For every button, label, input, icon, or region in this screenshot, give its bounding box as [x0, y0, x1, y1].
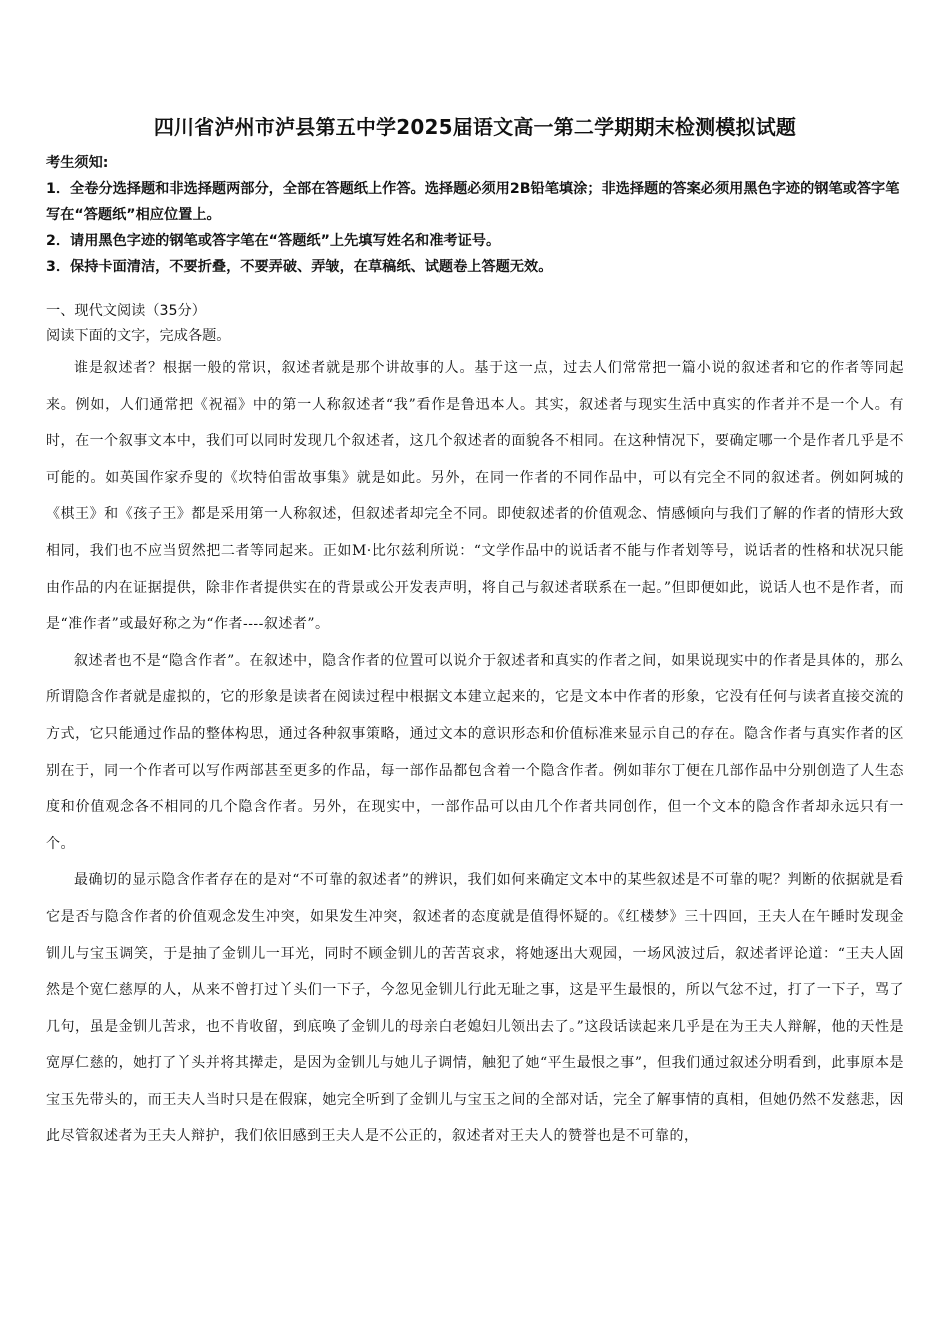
notice-item-1: 1．全卷分选择题和非选择题两部分，全部在答题纸上作答。选择题必须用2B铅笔填涂；非选择题的答案必须用黑色字迹的钢笔或答字笔写在“答题纸”相应位置上。 — [46, 181, 900, 223]
section-title: 一、现代文阅读（35分） — [46, 303, 206, 319]
notice-item-2: 2．请用黑色字迹的钢笔或答字笔在“答题纸”上先填写姓名和准考证号。 — [46, 233, 501, 249]
passage-paragraph-2: 叙述者也不是“隐含作者”。在叙述中，隐含作者的位置可以说介于叙述者和真实的作者之间，如果说现实中的作者是具体的，那么所谓隐含作者就是虚拟的，它的形象是读者在阅读过程中根据文本建立起来的，它是文本中作者的形象，它没有任何与读者直接交流的方式，它只能通过作品的整体构思，通过各种叙事策略，通过文本的意识形态和价值标准来显示自己的存在。隐含作者与真实作者的区别在于，同一个作者可以写作两部甚至更多的作品，每一部作品都包含着一个隐含作者。例如菲尔丁便在几部作品中分别创造了人生态度和价值观念各不相同的几个隐含作者。另外，在现实中，一部作品可以由几个作者共同创作，但一个文本的隐含作者却永远只有一个。 — [46, 652, 904, 852]
reading-instruction: 阅读下面的文字，完成各题。 — [46, 328, 231, 344]
notice-item-3: 3．保持卡面清洁，不要折叠，不要弄破、弄皱，在草稿纸、试题卷上答题无效。 — [46, 259, 553, 275]
reading-passage — [46, 350, 904, 1155]
candidate-notice — [46, 150, 902, 280]
passage-paragraph-3: 最确切的显示隐含作者存在的是对“不可靠的叙述者”的辨识，我们如何来确定文本中的某些叙述是不可靠的呢？判断的依据就是看它是否与隐含作者的价值观念发生冲突，如果发生冲突，叙述者的态度就是值得怀疑的。《红楼梦》三十四回，王夫人在午睡时发现金钏儿与宝玉调笑，于是抽了金钏儿一耳光，同时不顾金钏儿的苦苦哀求，将她逐出大观园，一场风波过后，叙述者评论道：“王夫人固然是个宽仁慈厚的人，从来不曾打过丫头们一下子，今忽见金钏儿行此无耻之事，这是平生最恨的，所以气忿不过，打了一下子，骂了几句，虽是金钏儿苦求，也不肯收留，到底唤了金钏儿的母亲白老媳妇儿领出去了。”这段话读起来几乎是在为王夫人辩解，他的天性是宽厚仁慈的，她打了丫头并将其撵走，是因为金钏儿与她儿子调情，触犯了她“平生最恨之事”，但我们通过叙述分明看到，此事原本是宝玉先带头的，而王夫人当时只是在假寐，她完全听到了金钏儿与宝玉之间的全部对话，完全了解事情的真相，但她仍然不发慈悲，因此尽管叙述者为王夫人辩护，我们依旧感到王夫人是不公正的，叙述者对王夫人的赞誉也是不可靠的， — [46, 872, 904, 1145]
exam-title: 四川省泸州市泸县第五中学2025届语文高一第二学期期末检测模拟试题 — [153, 115, 797, 139]
passage-paragraph-1: 谁是叙述者？根据一般的常识，叙述者就是那个讲故事的人。基于这一点，过去人们常常把一篇小说的叙述者和它的作者等同起来。例如，人们通常把《祝福》中的第一人称叙述者“我”看作是鲁迅本人。其实，叙述者与现实生活中真实的作者并不是一个人。有时，在一个叙事文本中，我们可以同时发现几个叙述者，这几个叙述者的面貌各不相同。在这种情况下，要确定哪一个是作者几乎是不可能的。如英国作家乔叟的《坎特伯雷故事集》就是如此。另外，在同一作者的不同作品中，可以有完全不同的叙述者。例如阿城的《棋王》和《孩子王》都是采用第一人称叙述，但叙述者却完全不同。即使叙述者的价值观念、情感倾向与我们了解的作者的情形大致相同，我们也不应当贸然把二者等同起来。正如M·比尔兹利所说：“文学作品中的说话者不能与作者划等号，说话者的性格和状况只能由作品的内在证据提供，除非作者提供实在的背景或公开发表声明，将自己与叙述者联系在一起。”但即便如此，说话人也不是作者，而是“准作者”或最好称之为“作者----叙述者”。 — [46, 360, 904, 633]
notice-heading: 考生须知: — [46, 155, 109, 171]
